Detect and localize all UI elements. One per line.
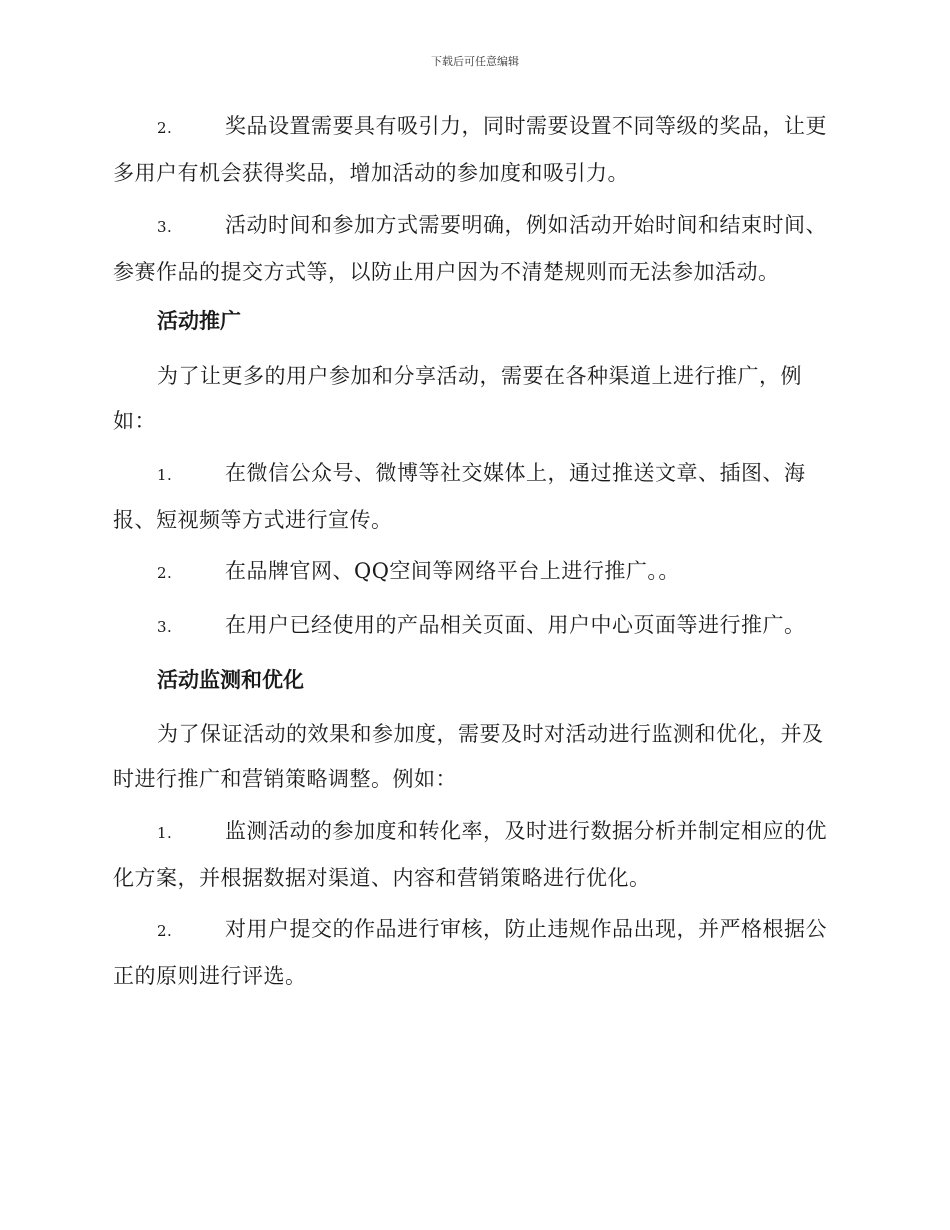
list-number: 3. [157,218,173,236]
list-text: 在用户已经使用的产品相关页面、用户中心页面等进行推广。 [225,613,806,637]
list-number: 2. [157,119,173,137]
list-item [113,603,835,650]
list-number: 2. [157,564,173,582]
list-text: 活动时间和参加方式需要明确，例如活动开始时间和结束时间、参赛作品的提交方式等，以防止用户因为不清楚规则而无法参加活动。 [113,213,827,284]
page-header: 下载后可任意编辑 [431,55,519,68]
list-text: 对用户提交的作品进行审核，防止违规作品出现，并严格根据公正的原则进行评选。 [113,917,827,988]
list-number: 3. [157,618,173,636]
paragraph: 为了让更多的用户参加和分享活动，需要在各种渠道上进行推广，例如： [113,364,802,433]
section-heading: 活动推广 [157,308,241,333]
list-item [113,203,835,295]
list-text: 在品牌官网、QQ空间等网络平台上进行推广。。 [225,559,680,583]
list-number: 2. [157,922,173,940]
list-item [113,809,835,901]
list-text: 在微信公众号、微博等社交媒体上，通过推送文章、插图、海报、短视频等方式进行宣传。 [113,461,806,532]
list-item [113,549,835,596]
list-item [113,907,835,999]
list-text: 监测活动的参加度和转化率，及时进行数据分析并制定相应的优化方案，并根据数据对渠道、内容和营销策略进行优化。 [113,819,827,890]
list-item [113,451,835,543]
list-number: 1. [157,466,173,484]
list-text: 奖品设置需要具有吸引力，同时需要设置不同等级的奖品，让更多用户有机会获得奖品，增加活动的参加度和吸引力。 [113,114,827,185]
list-number: 1. [157,824,173,842]
section-heading: 活动监测和优化 [157,667,304,692]
paragraph: 为了保证活动的效果和参加度，需要及时对活动进行监测和优化，并及时进行推广和营销策略调整。例如： [113,722,824,791]
list-item [113,104,835,196]
